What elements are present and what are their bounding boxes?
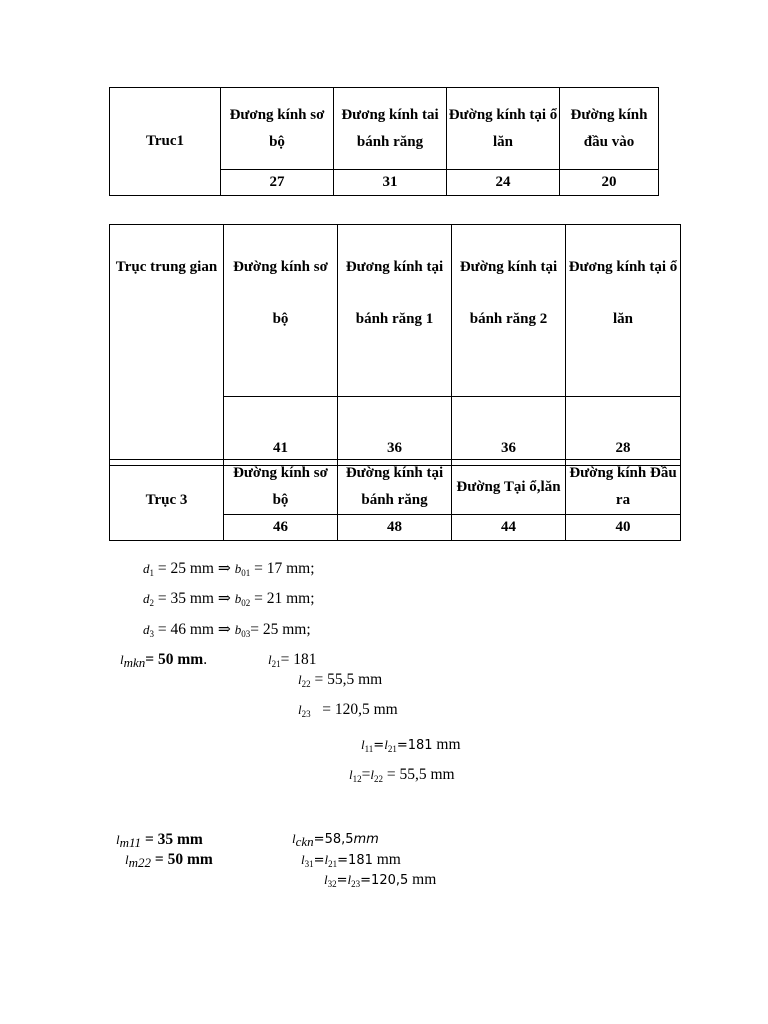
formula-l11: $l_{11}=l_{21}=181$ mm: [361, 736, 461, 754]
col-header: Đường Tại ổ,lăn: [452, 460, 566, 515]
col-header: Đường kính tại bánh răng: [338, 460, 452, 515]
value-cell: 44: [452, 515, 566, 541]
formula-l21: $l_{21}= 181$: [268, 651, 317, 669]
row-header-truc-trung-gian: Trục trung gian: [110, 225, 224, 466]
value-cell: 36: [452, 397, 566, 466]
value-cell: 27: [221, 170, 334, 196]
formula-lm11: $l_{m11} = 35$ mm: [116, 831, 203, 850]
table-truc-trung-gian: [109, 224, 681, 466]
value-cell: 48: [338, 515, 452, 541]
col-header: Đường kính sơ bộ: [224, 460, 338, 515]
col-header: Đường kính tại ổ lăn: [447, 88, 560, 170]
value-cell: 24: [447, 170, 560, 196]
col-header: Đường kính tại bánh răng 2: [452, 225, 566, 397]
formula-d3: $d_3 = 46$ mm ⇒ $b_{03}= 25$ mm;: [143, 621, 311, 639]
formula-lckn: $l_{ckn}=58,5mm$: [292, 831, 379, 849]
formula-l12: $l_{12}=l_{22} = 55,5$ mm: [349, 766, 455, 784]
value-cell: 41: [224, 397, 338, 466]
value-cell: 28: [566, 397, 681, 466]
formula-l22: $l_{22} = 55,5$ mm: [298, 671, 383, 689]
formula-l32: $l_{32}=l_{23}=120,5$ mm: [324, 871, 437, 889]
row-header-truc3: Trục 3: [110, 460, 224, 541]
value-cell: 40: [566, 515, 681, 541]
col-header: Đường kính đầu vào: [560, 88, 659, 170]
col-header: Đương kính tai bánh răng: [334, 88, 447, 170]
formula-l31: $l_{31}=l_{21}=181$ mm: [301, 851, 401, 869]
value-cell: 46: [224, 515, 338, 541]
formula-d2: $d_2 = 35$ mm ⇒ $b_{02} = 21$ mm;: [143, 590, 315, 608]
formula-lmkn: $l_{mkn}= 50$ mm.: [120, 651, 208, 670]
table-truc3: [109, 459, 681, 541]
row-header-truc1: Truc1: [110, 88, 221, 196]
table-truc1: [109, 87, 659, 196]
value-cell: 20: [560, 170, 659, 196]
formula-lm22: $l_{m22} = 50$ mm: [125, 851, 213, 870]
col-header: Đương kính tại ổ lăn: [566, 225, 681, 397]
col-header: Đường kính sơ bộ: [224, 225, 338, 397]
col-header: Đương kính sơ bộ: [221, 88, 334, 170]
value-cell: 31: [334, 170, 447, 196]
formula-d1: $d_1 = 25$ mm ⇒ $b_{01} = 17$ mm;: [143, 560, 315, 578]
col-header: Đường kính Đầu ra: [566, 460, 681, 515]
formula-l23: $l_{23}$ = 120,5 mm: [298, 701, 398, 719]
col-header: Đương kính tại bánh răng 1: [338, 225, 452, 397]
value-cell: 36: [338, 397, 452, 466]
